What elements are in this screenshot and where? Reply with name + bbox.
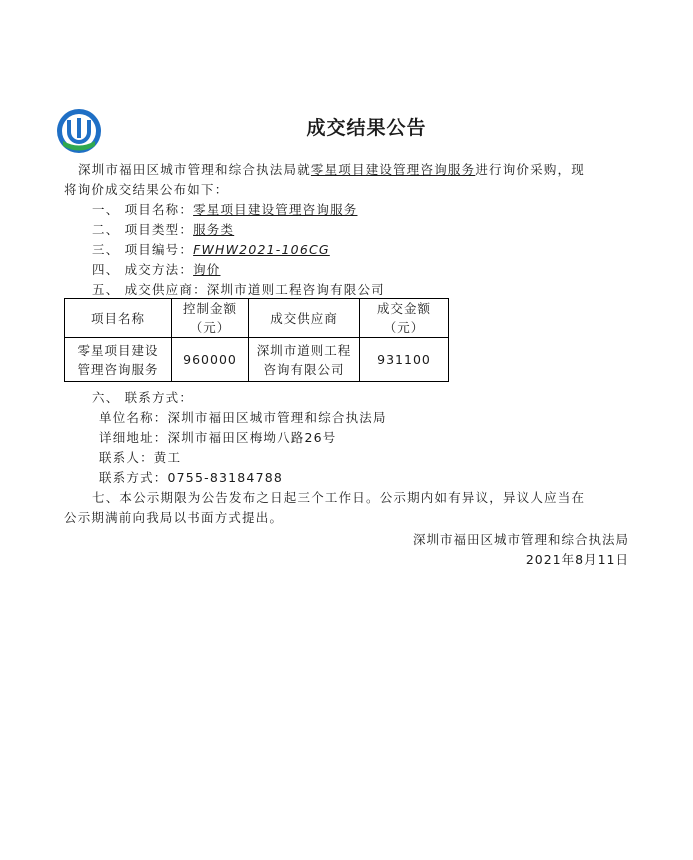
contact-phone: 联系方式：0755-83184788 [99, 470, 284, 485]
result-table [64, 298, 449, 382]
signature-org: 深圳市福田区城市管理和综合执法局 [412, 532, 629, 547]
contact-unit: 单位名称：深圳市福田区城市管理和综合执法局 [99, 410, 387, 425]
item-project-type: 二、 项目类型：服务类 [92, 222, 235, 237]
header-deal-amount: 成交金额 （元） [360, 299, 449, 338]
item-project-number: 三、 项目编号：FWHW2021-106CG [92, 242, 330, 257]
intro-line-2: 将询价成交结果公布如下： [64, 182, 229, 197]
contact-heading: 六、 联系方式： [92, 390, 194, 405]
header-supplier: 成交供应商 [249, 299, 360, 338]
table-row [65, 338, 449, 382]
cell-deal-amount: 931100 [360, 338, 449, 382]
header-project-name: 项目名称 [65, 299, 172, 338]
item-supplier: 五、 成交供应商：深圳市道则工程咨询有限公司 [92, 282, 385, 297]
notice-line-2: 公示期满前向我局以书面方式提出。 [64, 510, 284, 525]
item-project-name: 一、 项目名称：零星项目建设管理咨询服务 [92, 202, 358, 217]
header-control-amount: 控制金额 （元） [172, 299, 249, 338]
cell-project-name: 零星项目建设 管理咨询服务 [65, 338, 172, 382]
project-name-link: 零星项目建设管理咨询服务 [310, 162, 476, 177]
table-header-row [65, 299, 449, 338]
page-title: 成交结果公告 [306, 117, 427, 139]
intro-line-1: 深圳市福田区城市管理和综合执法局就零星项目建设管理咨询服务进行询价采购，现 [78, 162, 585, 177]
cell-control-amount: 960000 [172, 338, 249, 382]
item-method: 四、 成交方法：询价 [92, 262, 221, 277]
contact-address: 详细地址：深圳市福田区梅坳八路26号 [99, 430, 337, 445]
cell-supplier: 深圳市道则工程 咨询有限公司 [249, 338, 360, 382]
notice-line-1: 七、本公示期限为公告发布之日起三个工作日。公示期内如有异议，异议人应当在 [92, 490, 586, 505]
contact-person: 联系人：黄工 [99, 450, 182, 465]
signature-date: 2021年8月11日 [525, 552, 629, 567]
